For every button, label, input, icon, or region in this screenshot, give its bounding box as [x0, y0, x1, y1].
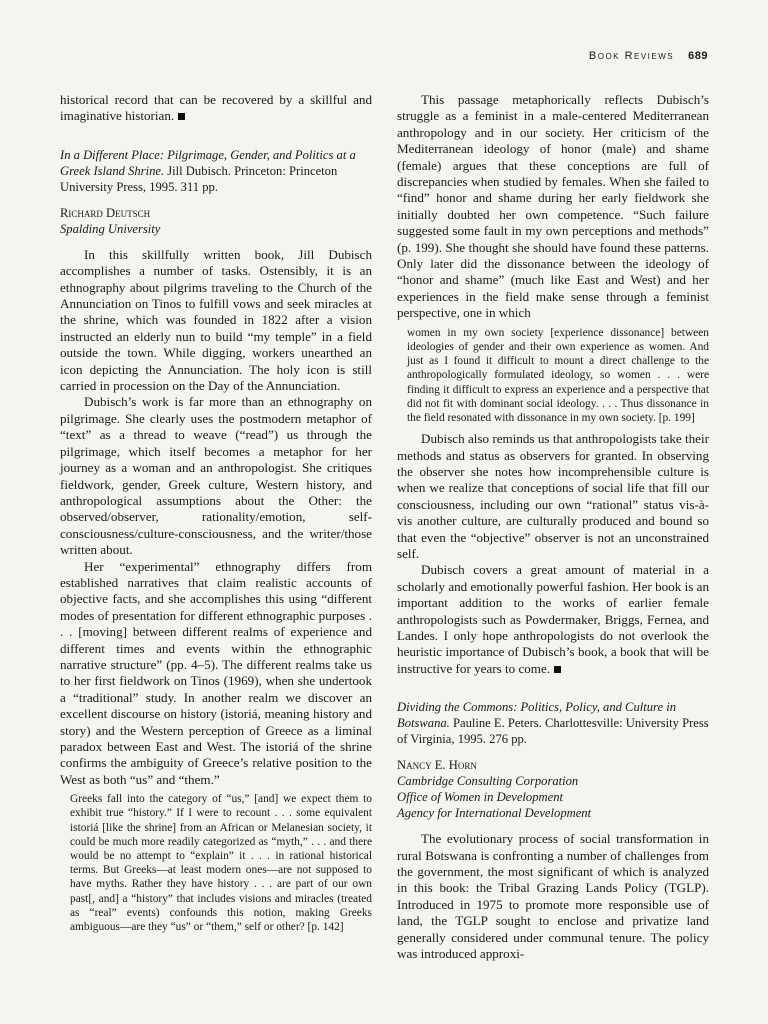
end-mark-icon: [178, 113, 185, 120]
section-title: Book Reviews: [588, 50, 675, 62]
reviewer-affiliation: Agency for International Development: [397, 806, 592, 821]
left-column: [60, 92, 372, 940]
paragraph: In this skillfully written book, Jill Dubisch accomplishes a number of tasks. Ostensibly, it is an ethnography about pilgrims traveling to the Church of the Annunciation on Tinos to fulfill vows and seek miracles at the shrine, which was founded in 1822 after a vision instructed an elderly nun to build “my temple” in a field outside the town. While digging, workers unearthed an icon depicting the Annunciation. The holy icon is still carried in procession on the Day of the Annunciation.: [60, 246, 372, 394]
paragraph: The evolutionary process of social transformation in rural Botswana is confronting a number of challenges from the government, the most significant of which is analyzed in this book: the Tribal Grazing Lands Policy (TGLP). Introduced in 1975 to promote more responsible use of land, the TGLP sought to enclose and privatize land generally considered under communal tenure. The policy was introduced approxi-: [397, 831, 709, 962]
paragraph: Dubisch’s work is far more than an ethnography on pilgrimage. She clearly uses the postmodern metaphor of “text” as a thread to weave (“read”) us through the pilgrimage, which itself becomes a metaphor for her journey as a woman and an anthropologist. She critiques fieldwork, gender, Greek culture, Western history, and anthropological assumptions about the Other: the observed/observer, rationality/emotion, self-consciousness/culture-consciousness, and the writer/those written about.: [60, 394, 372, 558]
reviewer-block: [397, 757, 709, 821]
page-number: 689: [688, 50, 708, 62]
paragraph: This passage metaphorically reflects Dubisch’s struggle as a feminist in a male-centered Mediterranean anthropology and in our society. Her criticism of the Mediterranean ideology of honor (male) and shame (female) argues that these conceptions are full of discrepancies when studied by females. When she failed to “find” honor and shame during her early fieldwork she initially doubted her own competence. “Such failure suggested some fault in my own perceptions and methods” (p. 199). She thought she should have found these patterns. Only later did the dissonance between the ideology of “honor and shame” (much like East and West) and her experiences in the field make sense through a feminist perspective, one in which: [397, 92, 709, 321]
paragraph: Dubisch also reminds us that anthropologists take their methods and status as observers for granted. In observing the observer she notes how incomprehensible culture is when we realize that conceptions of social life that fill our consciousness, including our own “rational” status vis-à-vis another culture, are culturally produced and bound so that even the “objective” observer is not an unconstrained self.: [397, 431, 709, 561]
book-title: Dividing the Commons: Politics, Policy, and Culture in Botswana.: [397, 700, 677, 731]
book-details: Jill Dubisch. Princeton: Princeton University Press, 1995. 311 pp.: [60, 163, 338, 194]
block-quote: Greeks fall into the category of “us,” [and] we expect them to exhibit true “history.” If I were to recount . . . some equivalent istoriá [like the shrine] from an African or Melanesian society, it could be much more readily categorized as “myth,” . . . and there would be no attempt to “explain” it . . . in rational historical terms. But Greeks—at least modern ones—are not supposed to have myths. Rather they have history . . . are part of our own past[, and] a “history” that includes visions and miracles (treated as “real” events) confounds this notion, making Greeks ambiguous—are they “us” or “them,” self or other? [p. 142]: [70, 793, 372, 934]
continued-text: historical record that can be recovered by a skillful and imaginative historian.: [60, 92, 372, 124]
paragraph: Her “experimental” ethnography differs from established narratives that claim realistic accounts of objective facts, and she accomplishes this using “different modes of presentation for different ethnographic purposes . . . [moving] between different realms of experience and different times and events within the ethnographic narrative structure” (pp. 4–5). The different realms take us to her first fieldwork on Tinos (1969), when she undertook a “traditional” study. In another realm we discover an excellent discourse on history (istoriá, meaning history and story) and the Western perception of Greece as a liminal paradox between East and West. The istoriá of the shrine confirms the ambiguity of Greece’s relative position to the West as both “us” and “them.”: [60, 558, 372, 787]
end-mark-icon: [554, 666, 561, 673]
reviewer-name: Richard Deutsch: [60, 205, 151, 220]
book-citation: [397, 699, 709, 747]
right-column: [397, 92, 709, 962]
reviewer-affiliation: Office of Women in Development: [397, 790, 564, 805]
reviewer-affiliation: Cambridge Consulting Corporation: [397, 774, 579, 789]
reviewer-block: [60, 205, 372, 237]
book-title: In a Different Place: Pilgrimage, Gender, and Politics at a Greek Island Shrine.: [60, 147, 356, 178]
reviewer-name: Nancy E. Horn: [397, 758, 477, 773]
paragraph: Dubisch covers a great amount of material in a scholarly and emotionally powerful fashion. Her book is an important addition to the works of earlier female anthropologists such as Powdermaker, Briggs, Fernea, and Landes. I only hope anthropologists do not overlook the heuristic importance of Dubisch’s book, a book that will be instructive for years to come.: [397, 562, 709, 676]
book-citation: [60, 147, 372, 195]
block-quote: women in my own society [experience dissonance] between ideologies of gender and their own experience as women. And just as I found it difficult to mount a direct challenge to the anthropologically formulated ideology, so women . . . were finding it difficult to express an experience and a perspective that did not fit with dominant social ideology. . . . Thus dissonance in the field resonated with dissonance in my own society. [p. 199]: [407, 326, 709, 424]
running-header: [589, 50, 708, 62]
book-details: Pauline E. Peters. Charlottesville: University Press of Virginia, 1995. 276 pp.: [397, 716, 709, 747]
reviewer-affiliation: Spalding University: [60, 221, 161, 236]
